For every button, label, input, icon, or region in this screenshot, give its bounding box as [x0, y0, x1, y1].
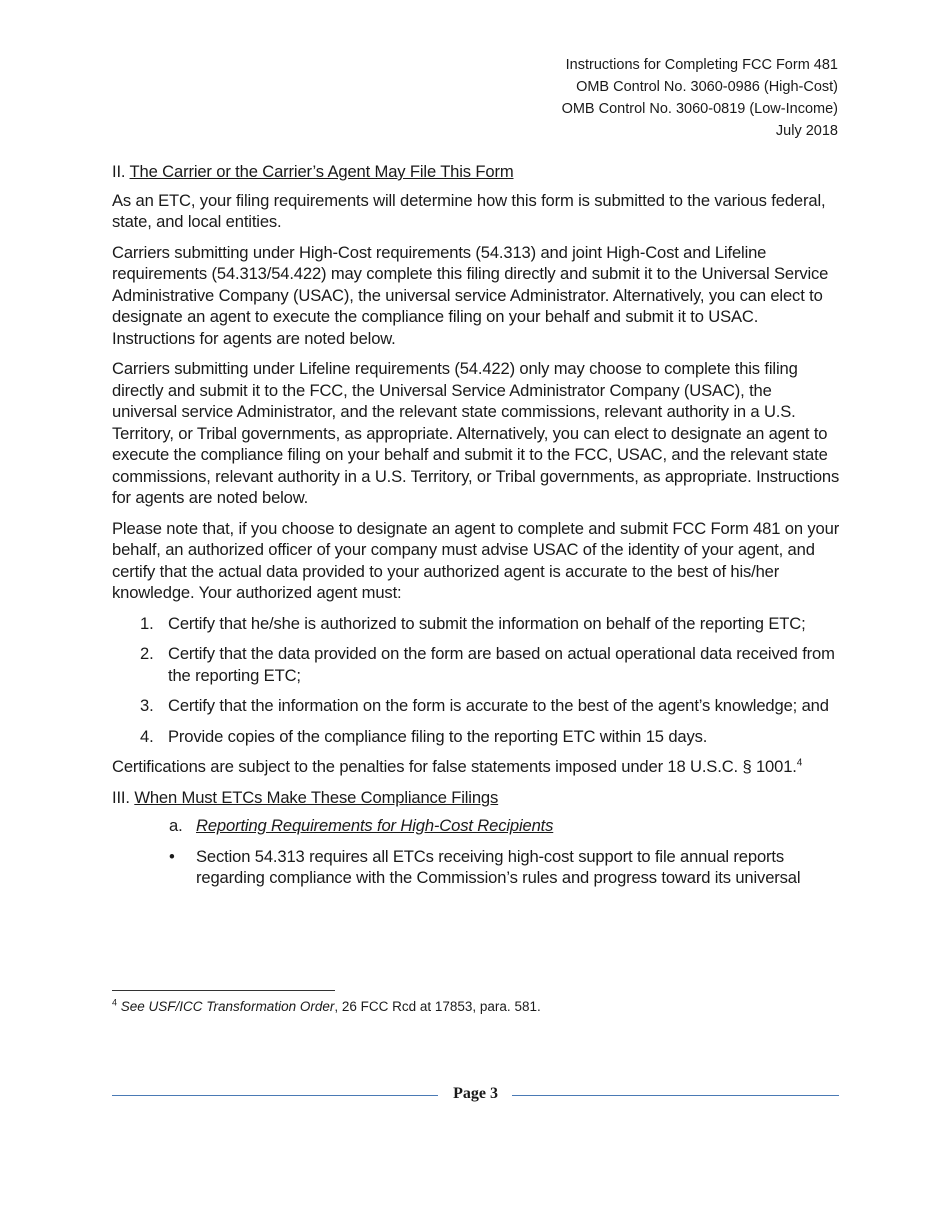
list-item — [112, 695, 840, 717]
section-3-heading — [112, 787, 840, 809]
paragraph-agent-note: Please note that, if you choose to designate an agent to complete and submit FCC Form 481 on your behalf, an authorized officer of your company must advise USAC of the identity of your agent, and certify that the actual data provided to your authorized agent is accurate to the best of his/her knowledge. Your authorized agent must: — [112, 518, 840, 602]
subsection-a-heading — [112, 815, 840, 837]
header-date: July 2018 — [775, 123, 838, 139]
list-item-text: Certify that he/she is authorized to submit the information on behalf of the reporting ETC; — [168, 613, 806, 633]
bullet-item — [112, 846, 840, 889]
section-3-title: When Must ETCs Make These Compliance Filings — [134, 787, 499, 807]
section-2-number: II. — [112, 162, 130, 181]
list-item — [112, 726, 840, 748]
header-omb-high-cost: OMB Control No. 3060-0986 (High-Cost) — [576, 79, 838, 95]
list-item-number: 1. — [140, 613, 154, 633]
footnote-separator — [112, 990, 335, 991]
list-item-text: Provide copies of the compliance filing to the reporting ETC within 15 days. — [168, 726, 708, 746]
list-item — [112, 613, 840, 635]
paragraph-etc-requirements: As an ETC, your filing requirements will determine how this form is submitted to the various federal, state, and local entities. — [112, 190, 826, 231]
list-item-number: 4. — [140, 726, 154, 746]
list-item-number: 2. — [140, 644, 154, 663]
certifications-text: Certifications are subject to the penalties for false statements imposed under 18 U.S.C. § 1001. — [112, 757, 797, 776]
bullet-dot-icon: • — [169, 846, 175, 866]
section-2-title: The Carrier or the Carrier’s Agent May File This Form — [129, 162, 514, 181]
header-form-title: Instructions for Completing FCC Form 481 — [565, 57, 838, 73]
footnote-reference[interactable]: 4 — [796, 757, 803, 769]
list-item-text: Certify that the data provided on the form are based on actual operational data received from the reporting ETC; — [168, 644, 835, 685]
agent-requirements-list — [112, 613, 840, 748]
list-item-number: 3. — [140, 696, 154, 715]
page-number: Page 3 — [453, 1085, 498, 1102]
footnote — [112, 998, 840, 1016]
header-omb-low-income: OMB Control No. 3060-0819 (Low-Income) — [561, 101, 838, 117]
section-2-heading — [112, 161, 840, 183]
section-3-number: III. — [112, 787, 135, 807]
list-item — [112, 643, 840, 686]
footnote-number: 4 — [112, 997, 118, 1008]
footer-rule-right — [512, 1095, 839, 1096]
document-body — [112, 161, 840, 889]
paragraph-high-cost: Carriers submitting under High-Cost requirements (54.313) and joint High-Cost and Lifeline requirements (54.313/54.422) may complete this filing directly and submit it to the Universal Service Administrative Company (USAC), the universal service Administrator. Alternatively, you can elect to designate an agent to execute the compliance filing on your behalf and submit it to USAC. Instructions for agents are noted below. — [112, 242, 829, 348]
subsection-a-title: Reporting Requirements for High-Cost Recipients — [196, 816, 554, 835]
subsection-a-label: a. — [169, 816, 183, 835]
page-footer — [112, 1085, 839, 1107]
page-header — [562, 54, 838, 142]
footnote-citation-rest: , 26 FCC Rcd at 17853, para. 581. — [334, 999, 541, 1014]
footnote-citation-title: See USF/ICC Transformation Order — [120, 999, 335, 1014]
paragraph-lifeline: Carriers submitting under Lifeline requirements (54.422) only may choose to complete this filing directly and submit it to the FCC, the Universal Service Administrator Company (USAC), the universal service Administrator, and the relevant state commissions, relevant authority in a U.S. Territory, or Tribal governments, as appropriate. Alternatively, you can elect to designate an agent to execute the compliance filing on your behalf and submit it to the FCC, USAC, and the relevant state commissions, relevant authority in a U.S. Territory, or Tribal governments, as appropriate. Instructions for agents are noted below. — [112, 359, 840, 507]
list-item-text: Certify that the information on the form is accurate to the best of the agent’s knowledge; and — [168, 696, 829, 715]
paragraph-certifications — [112, 756, 840, 778]
bullet-text: Section 54.313 requires all ETCs receiving high-cost support to file annual reports regarding compliance with the Commission’s rules and progress toward its universal — [196, 846, 801, 887]
